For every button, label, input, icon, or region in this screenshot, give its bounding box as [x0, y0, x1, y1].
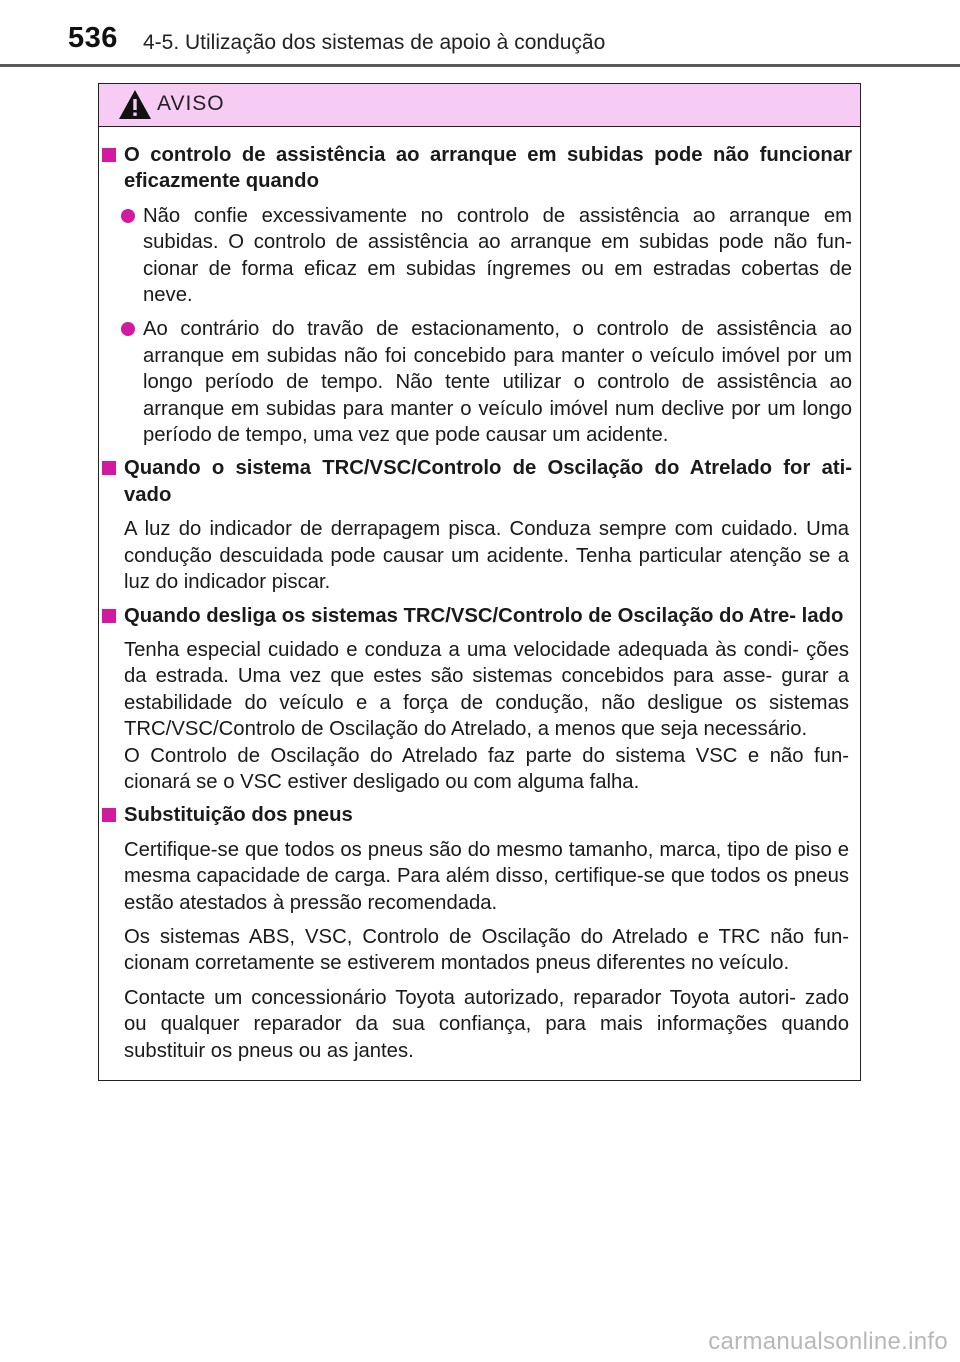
square-bullet-icon	[102, 148, 116, 162]
page-header	[0, 0, 960, 66]
paragraph: Certifique-se que todos os pneus são do mesmo tamanho, marca, tipo de piso e mesma capacidade de carga. Para além disso, certifique-se que todos os pneus estão atestados à pressão recomendada.	[124, 838, 849, 914]
section-heading	[99, 603, 859, 629]
warning-section-1	[99, 142, 859, 448]
paragraph: O Controlo de Oscilação do Atrelado faz parte do sistema VSC e não fun- cionará se o VSC estiver desligado ou com alguma falha.	[124, 744, 849, 793]
section-heading-text: Quando o sistema TRC/VSC/Controlo de Oscilação do Atrelado for ati- vado	[124, 457, 852, 506]
warning-section-3	[99, 603, 859, 796]
section-heading-text: Quando desliga os sistemas TRC/VSC/Controlo de Oscilação do Atre- lado	[124, 604, 844, 627]
section-heading-text: O controlo de assistência ao arranque em subidas pode não funcionar eficazmente quando	[124, 144, 852, 193]
warning-section-2	[99, 455, 859, 595]
header-rule	[0, 64, 960, 67]
paragraph: Os sistemas ABS, VSC, Controlo de Oscilação do Atrelado e TRC não fun- cionam corretamente se estiverem montados pneus diferentes no veículo.	[124, 925, 849, 975]
warning-content	[99, 142, 859, 1071]
warning-triangle-icon	[118, 89, 152, 120]
list-item	[99, 203, 859, 309]
circle-bullet-icon	[121, 322, 135, 336]
warning-section-4	[99, 802, 859, 1064]
square-bullet-icon	[102, 461, 116, 475]
section-heading	[99, 802, 859, 828]
list-item-text: Não confie excessivamente no controlo de assistência ao arranque em subidas. O controlo de assistência ao arranque em subidas pode não fun- cionar de forma eficaz em subidas íngremes ou em estradas cobertas de neve.	[143, 204, 852, 307]
watermark: carmanualsonline.info	[708, 1328, 948, 1355]
warning-box	[98, 83, 861, 1081]
section-heading-text: Substituição dos pneus	[124, 804, 353, 827]
section-heading	[99, 142, 859, 195]
square-bullet-icon	[102, 808, 116, 822]
list-item	[99, 316, 859, 448]
paragraph: A luz do indicador de derrapagem pisca. Conduza sempre com cuidado. Uma condução descuidada pode causar um acidente. Tenha particular atenção se a luz do indicador piscar.	[124, 518, 849, 594]
paragraph: Tenha especial cuidado e conduza a uma velocidade adequada às condi- ções da estrada. Uma vez que estes são sistemas concebidos para asse- gurar a estabilidade do veículo e a força de condução, não desligue os sistemas TRC/VSC/Controlo de Oscilação do Atrelado, a menos que seja necessário.	[124, 638, 849, 741]
paragraph: Contacte um concessionário Toyota autorizado, reparador Toyota autori- zado ou qualquer reparador da sua confiança, para mais informações quando substituir os pneus ou as jantes.	[124, 986, 849, 1062]
page-number: 536	[68, 22, 118, 54]
warning-header	[99, 84, 860, 127]
square-bullet-icon	[102, 609, 116, 623]
section-heading	[99, 455, 859, 508]
circle-bullet-icon	[121, 209, 135, 223]
section-title: 4-5. Utilização dos sistemas de apoio à condução	[143, 31, 606, 54]
warning-label: AVISO	[157, 92, 225, 115]
list-item-text: Ao contrário do travão de estacionamento, o controlo de assistência ao arranque em subidas não foi concebido para manter o veículo imóvel por um longo período de tempo. Não tente utilizar o controlo de assistência ao arranque em subidas para manter o veículo imóvel num declive por um longo período de tempo, uma vez que pode causar um acidente.	[143, 318, 852, 447]
